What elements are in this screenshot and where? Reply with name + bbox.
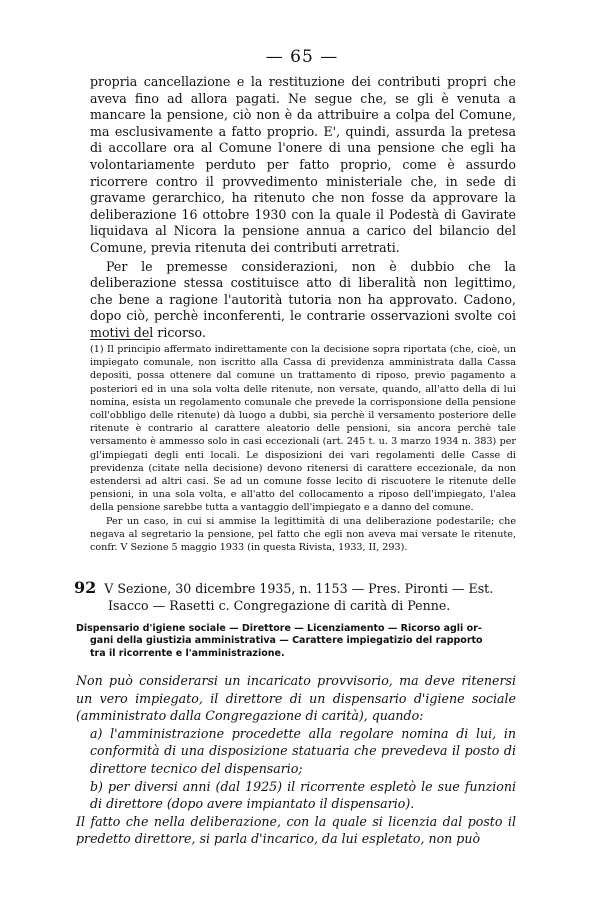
footnote-2: Per un caso, in cui si ammise la legittimità di una deliberazione podestarile; che negava al segretario la pensione, pel fatto che egli non aveva mai versate le ritenute, confr. V Sezione 5 maggio 1933 (in questa Rivista, 1933, II, 293). xyxy=(90,515,516,554)
main-paragraph-1: propria cancellazione e la restituzione dei contributi propri che aveva fino ad allora pagati. Ne segue che, se gli è venuta a mancare la pensione, ciò non è da attribuire a colpa del Comune, ma esclusivamente a fatto proprio. E', quindi, assurda la pretesa di accollare ora al Comune l'onere di una pensione che egli ha volontariamente perduto per fatto proprio, come è assurdo ricorrere contro il provvedimento ministeriale che, in sede di gravame gerarchico, ha ritenuto che non fosse da approvare la deliberazione 16 ottobre 1930 con la quale il Podestà di Gavirate liquidava al Nicora la pensione annua a carico del bilancio del Comune, previa ritenuta dei contributi arretrati. xyxy=(90,74,516,255)
main-text xyxy=(90,74,516,342)
case-number: 92 xyxy=(74,578,97,597)
maxim-intro: Non può considerarsi un incaricato provvisorio, ma deve ritenersi un vero impiegato, il direttore di un dispensario d'igiene sociale (amministrato dalla Congregazione di carità), quando: xyxy=(76,673,516,724)
footnote-block xyxy=(90,343,516,554)
legal-maxim xyxy=(76,672,516,848)
summary-line-3: tra il ricorrente e l'amministrazione. xyxy=(90,647,285,659)
summary-line-2: gani della giustizia amministrativa — Carattere impiegatizio del rapporto xyxy=(90,635,483,647)
summary-line-1: Dispensario d'igiene sociale — Direttore — Licenziamento — Ricorso agli or- xyxy=(76,623,482,634)
case-header-line-1: V Sezione, 30 dicembre 1935, n. 1153 — Pres. Pironti — Est. xyxy=(104,581,494,596)
maxim-closing: Il fatto che nella deliberazione, con la quale si licenzia dal posto il predetto direttore, si parla d'incarico, da lui espletato, non può xyxy=(76,813,516,847)
main-paragraph-2: Per le premesse considerazioni, non è dubbio che la deliberazione stessa costituisce atto di liberalità non legittimo, che bene a ragione l'autorità tutoria non ha approvato. Cadono, dopo ciò, perchè inconferenti, le contrarie osservazioni svolte coi motivi del ricorso. xyxy=(90,258,516,340)
page-number: — 65 — xyxy=(265,47,339,67)
footnote-1: (1) Il principio affermato indirettamente con la decisione sopra riportata (che, cioè, un impiegato comunale, non iscritto alla Cassa di previdenza amministrata dalla Cassa depositi, possa ottenere dal comune un trattamento di riposo, previo pagamento a posteriori ed in una sola volta delle ritenute, non versate, quando, all'atto della di lui nomina, esista un regolamento comunale che prevede la corrisponsione della pensione coll'obbligo delle ritenute) dà luogo a dubbi, sia perchè il versamento posteriore delle ritenute è contrario al carattere aleatorio delle pensioni, sia ancora perchè tale versamento è ammesso solo in casi eccezionali (art. 245 t. u. 3 marzo 1934 n. 383) per gl'impiegati degli enti locali. Le disposizioni dei vari regolamenti delle Casse di previdenza (citate nella decisione) devono ritenersi di carattere eccezionale, da non estendersi ad altri casi. Se ad un comune fosse lecito di riscuotere le ritenute delle pensioni, in una sola volta, e all'atto del collocamento a riposo dell'impiegato, l'alea della pensione sarebbe tutta a vantaggio dell'impiegato e a danno del comune. xyxy=(90,344,516,514)
case-summary xyxy=(76,623,516,660)
maxim-item-b: b) per diversi anni (dal 1925) il ricorrente espletò le sue funzioni di direttore (dopo avere impiantato il dispensario). xyxy=(90,778,516,812)
case-header xyxy=(74,580,516,614)
footnote-rule xyxy=(90,339,150,340)
maxim-item-a: a) l'amministrazione procedette alla regolare nomina di lui, in conformità di una disposizione statuaria che prevedeva il posto di direttore tecnico del dispensario; xyxy=(90,725,516,776)
case-header-line-2: Isacco — Rasetti c. Congregazione di carità di Penne. xyxy=(108,597,451,613)
